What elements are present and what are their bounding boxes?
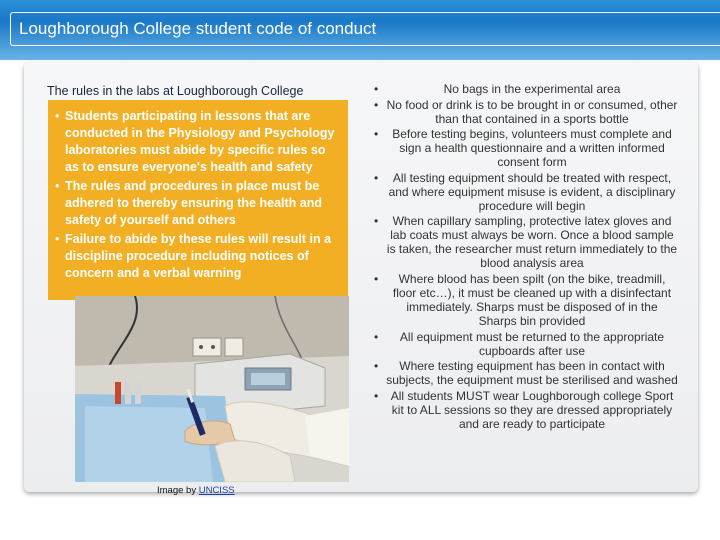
caption-prefix: Image by — [157, 485, 197, 496]
lab-rules-detail-list — [372, 82, 678, 432]
lab-rules-list — [58, 108, 342, 284]
page-title: Loughborough College student code of conduct — [19, 19, 377, 38]
detail-rule-item: • All testing equipment should be treated with respect, and where equipment misuse is evident, a disciplinary procedure will begin — [372, 171, 678, 213]
detail-rule-item: • No bags in the experimental area — [372, 82, 678, 96]
lab-rules-heading: The rules in the labs at Loughborough College — [47, 84, 304, 98]
photo-credit-link[interactable]: UNCISS — [198, 485, 235, 496]
lab-photo — [75, 296, 349, 482]
detail-rule-item: • No food or drink is to be brought in or consumed, other than that contained in a sports bottle — [372, 98, 678, 126]
lab-rule-item: • Failure to abide by these rules will result in a discipline procedure including notices of concern and a verbal warning — [58, 231, 342, 282]
photo-caption — [157, 485, 235, 496]
lab-rule-item: • Students participating in lessons that are conducted in the Physiology and Psychology laboratories must abide by specific rules so as to ensure everyone's health and safety — [58, 108, 342, 176]
lab-photo-illustration — [75, 296, 349, 482]
detail-rule-item: • All students MUST wear Loughborough college Sport kit to ALL sessions so they are dressed appropriately and are ready to participate — [372, 389, 678, 431]
detail-rule-item: • All equipment must be returned to the appropriate cupboards after use — [372, 330, 678, 358]
detail-rule-item: • When capillary sampling, protective latex gloves and lab coats must always be worn. Once a blood sample is taken, the researcher must return immediately to the blood analysis area — [372, 214, 678, 270]
detail-rule-item: • Where blood has been spilt (on the bike, treadmill, floor etc…), it must be cleaned up with a disinfectant immediately. Sharps must be disposed of in the Sharps bin provided — [372, 272, 678, 328]
lab-rule-item: • The rules and procedures in place must be adhered to thereby ensuring the health and safety of yourself and others — [58, 178, 342, 229]
detail-rule-item: • Before testing begins, volunteers must complete and sign a health questionnaire and a written informed consent form — [372, 127, 678, 169]
detail-rule-item: • Where testing equipment has been in contact with subjects, the equipment must be sterilised and washed — [372, 359, 678, 387]
